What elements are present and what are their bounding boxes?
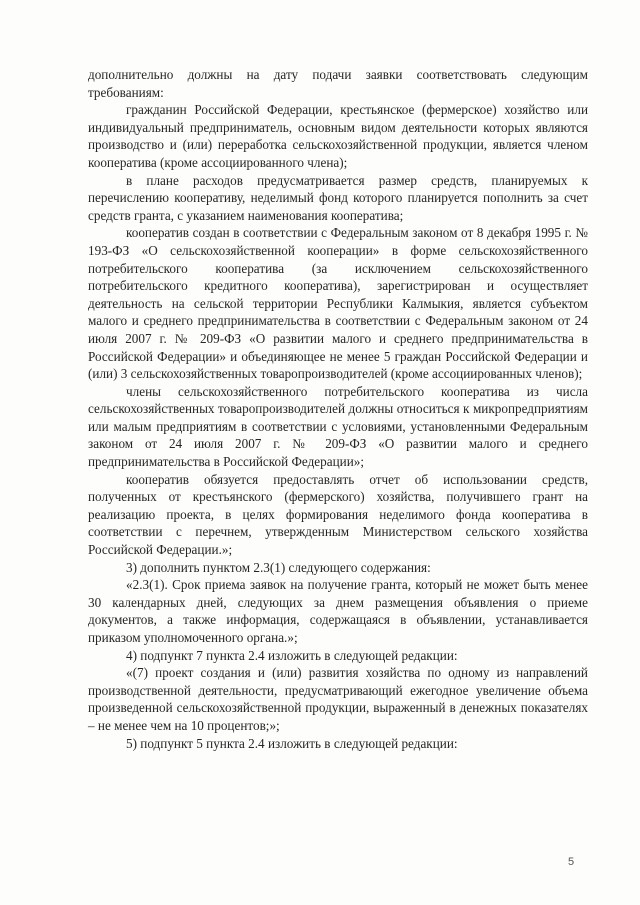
paragraph-cooperative-created: кооператив создан в соответствии с Федеральным законом от 8 декабря 1995 г. № 193-ФЗ «О сельскохозяйственной кооперации» в форме сельскохозяйственного потребительского кооператива (за исключением сельскохозяйственного потребительского кредитного кооператива), зарегистрирован и осуществляет деятельность на сельской территории Республики Калмыкия, является субъектом малого и среднего предпринимательства в соответствии с Федеральным законом от 24 июля 2007 г. № 209-ФЗ «О развитии малого и среднего предпринимательства в Российской Федерации» и объединяющее не менее 5 граждан Российской Федерации и (или) 3 сельскохозяйственных товаропроизводителей (кроме ассоциированных членов); [88, 225, 588, 382]
paragraph-item-5: 5) подпункт 5 пункта 2.4 изложить в следующей редакции: [126, 735, 458, 751]
page-number: 5 [568, 856, 575, 868]
paragraph-cooperative-report: кооператив обязуется предоставлять отчет об использовании средств, полученных от крестьянского (фермерского) хозяйства, получившего грант на реализацию проекта, в целях формирования неделимого фонда кооператива в соответствии с перечнем, утвержденным Министерством сельского хозяйства Российской Федерации.»; [88, 471, 588, 558]
paragraph-citizen-member: гражданин Российской Федерации, крестьянское (фермерское) хозяйство или индивидуальный предприниматель, основным видом деятельности которых являются производство и (или) переработка сельскохозяйственной продукции, является членом кооператива (кроме ассоциированного члена); [88, 102, 588, 170]
paragraph-expense-plan: в плане расходов предусматривается размер средств, планируемых к перечислению кооперативу, неделимый фонд которого планируется пополнить за счет средств гранта, с указанием наименования кооператива; [88, 172, 588, 223]
document-body [88, 66, 588, 752]
paragraph-cooperative-members: члены сельскохозяйственного потребительского кооператива из числа сельскохозяйственных товаропроизводителей должны относиться к микропредприятиям или малым предприятиям в соответствии с условиями, установленными Федеральным законом от 24 июля 2007 г. № 209-ФЗ «О развитии малого и среднего предпринимательства в Российской Федерации»; [88, 383, 588, 470]
paragraph-requirements-intro: дополнительно должны на дату подачи заявки соответствовать следующим требованиям: [88, 67, 588, 100]
paragraph-item-3: 3) дополнить пунктом 2.3(1) следующего содержания: [126, 559, 431, 575]
paragraph-item-4: 4) подпункт 7 пункта 2.4 изложить в следующей редакции: [126, 647, 458, 663]
paragraph-subclause-7: «(7) проект создания и (или) развития хозяйства по одному из направлений производственной деятельности, предусматривающий ежегодное увеличение объема произведенной сельскохозяйственной продукции, выраженный в денежных показателях – не менее чем на 10 процентов;»; [88, 665, 588, 733]
paragraph-clause-2-3-1: «2.3(1). Срок приема заявок на получение гранта, который не может быть менее 30 календарных дней, следующих за днем размещения объявления о приеме документов, а также информация, содержащаяся в объявлении, устанавливается приказом уполномоченного органа.»; [88, 577, 588, 645]
